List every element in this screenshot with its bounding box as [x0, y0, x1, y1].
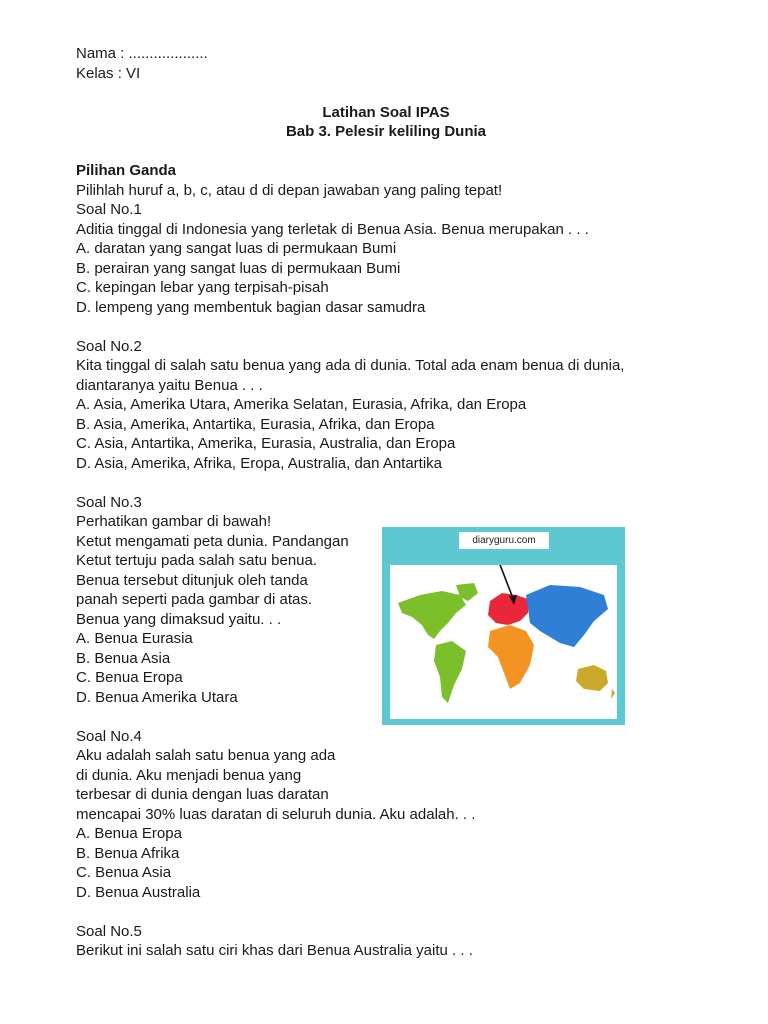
- question-label: Soal No.5: [76, 922, 142, 940]
- europe-shape: [488, 593, 528, 625]
- question-1: [76, 200, 696, 317]
- question-2: [76, 337, 696, 474]
- question-label: Soal No.3: [76, 493, 142, 511]
- question-5: [76, 922, 696, 961]
- answer-option: A. Benua Eurasia: [76, 630, 193, 647]
- answer-option: B. Benua Asia: [76, 649, 171, 667]
- answer-option: A. Asia, Amerika Utara, Amerika Selatan, Eurasia, Afrika, dan Eropa: [76, 396, 527, 413]
- section-instruction: Pilihlah huruf a, b, c, atau d di depan jawaban yang paling tepat!: [76, 181, 503, 199]
- worksheet-subtitle: Bab 3. Pelesir keliling Dunia: [285, 123, 487, 140]
- answer-option: B. perairan yang sangat luas di permukaan Bumi: [76, 259, 401, 277]
- answer-option: D. lempeng yang membentuk bagian dasar samudra: [76, 298, 426, 316]
- question-4: [76, 727, 696, 903]
- question-text: mencapai 30% luas daratan di seluruh dunia. Aku adalah. . .: [76, 805, 476, 823]
- answer-option: C. Benua Asia: [76, 864, 172, 881]
- answer-option: C. Asia, Antartika, Amerika, Eurasia, Australia, dan Eropa: [76, 435, 456, 452]
- answer-option: D. Benua Amerika Utara: [76, 688, 238, 706]
- africa-shape: [488, 625, 534, 689]
- map-area: [390, 565, 617, 719]
- worksheet-page: [76, 44, 696, 961]
- question-text: Perhatikan gambar di bawah!: [76, 513, 272, 530]
- name-field-label: Nama : ...................: [76, 45, 208, 62]
- map-watermark: diaryguru.com: [459, 532, 549, 549]
- question-text: Benua yang dimaksud yaitu. . .: [76, 610, 282, 628]
- answer-option: B. Benua Afrika: [76, 844, 180, 862]
- asia-shape: [526, 585, 608, 647]
- answer-option: A. daratan yang sangat luas di permukaan Bumi: [76, 240, 397, 257]
- question-text: di dunia. Aku menjadi benua yang: [76, 766, 302, 784]
- question-text: Berikut ini salah satu ciri khas dari Benua Australia yaitu . . .: [76, 942, 473, 959]
- section-heading: Pilihan Ganda: [76, 162, 177, 179]
- question-text: Aditia tinggal di Indonesia yang terletak di Benua Asia. Benua merupakan . . .: [76, 220, 589, 238]
- south-america-shape: [434, 641, 466, 703]
- question-text: terbesar di dunia dengan luas daratan: [76, 786, 329, 803]
- question-label: Soal No.4: [76, 727, 142, 745]
- question-text: Kita tinggal di salah satu benua yang ada di dunia. Total ada enam benua di dunia,: [76, 357, 625, 374]
- answer-option: C. kepingan lebar yang terpisah-pisah: [76, 279, 329, 296]
- australia-shape: [576, 665, 608, 691]
- question-text: diantaranya yaitu Benua . . .: [76, 376, 263, 394]
- class-field-label: Kelas : VI: [76, 64, 141, 82]
- world-map-svg: [390, 565, 617, 719]
- world-map-image: [382, 527, 625, 725]
- answer-option: D. Asia, Amerika, Afrika, Eropa, Australia, dan Antartika: [76, 454, 443, 472]
- question-label: Soal No.2: [76, 337, 142, 355]
- new-zealand-shape: [611, 689, 615, 699]
- question-text: Ketut mengamati peta dunia. Pandangan: [76, 532, 349, 550]
- question-text: panah seperti pada gambar di atas.: [76, 591, 312, 608]
- answer-option: C. Benua Eropa: [76, 669, 183, 686]
- question-text: Aku adalah salah satu benua yang ada: [76, 747, 336, 764]
- answer-option: A. Benua Eropa: [76, 825, 182, 842]
- answer-option: D. Benua Australia: [76, 883, 201, 901]
- answer-option: B. Asia, Amerika, Antartika, Eurasia, Afrika, dan Eropa: [76, 415, 435, 433]
- question-text: Benua tersebut ditunjuk oleh tanda: [76, 571, 308, 589]
- north-america-shape: [398, 591, 466, 639]
- worksheet-title: Latihan Soal IPAS: [322, 103, 450, 121]
- question-text: Ketut tertuju pada salah satu benua.: [76, 552, 318, 569]
- question-label: Soal No.1: [76, 201, 142, 218]
